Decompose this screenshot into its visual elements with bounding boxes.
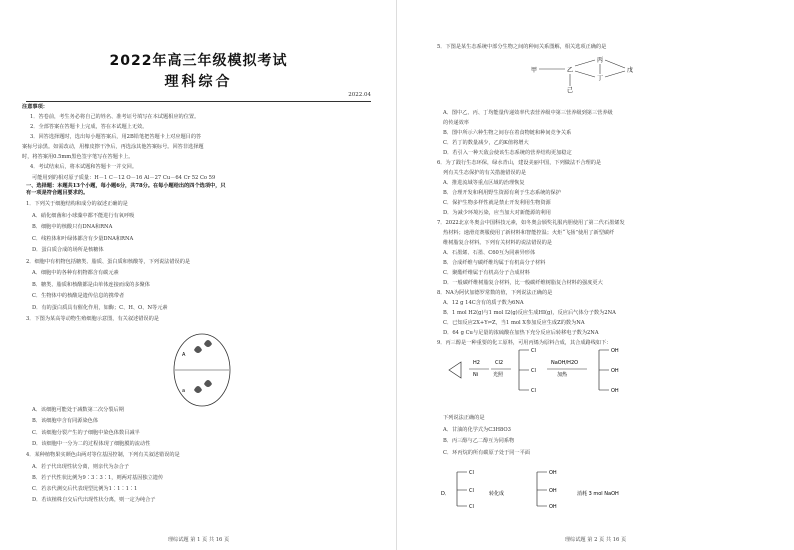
answer-option: C．线粒体和叶绿体都含有少量DNA和RNA xyxy=(32,235,134,242)
chromosome xyxy=(204,340,212,347)
exam-title: 2022年高三年级模拟考试 xyxy=(109,53,288,69)
label-a-top: A xyxy=(182,352,186,358)
answer-option: C．已知反应2X+Y⇌Z，当1 mol X参加反应生成Z的数为NA xyxy=(443,320,585,326)
arrow xyxy=(605,60,625,68)
answer-option: 下列说法正确的是 xyxy=(443,415,485,421)
answer-option: A．石墨烯、石墨、C60互为同素异形体 xyxy=(443,250,536,256)
question-stem: 6．为了践行生态环保，绿水青山，建设美丽中国，下列做法不合理的是 xyxy=(437,160,602,166)
group-oh-3: OH xyxy=(611,388,619,394)
answer-option: D．有的蛋白质具有催化作用，如酶；C、H、O、N等元素 xyxy=(32,304,168,311)
question-stem: 2．细胞中有机物包括糖类、脂质、蛋白质和核酸等，下列说法错误的是 xyxy=(26,258,191,265)
answer-option: B．1 mol H2(g)与1 mol I2(g)反应生成HI(g)，反应后气体分子数为2NA xyxy=(443,310,616,316)
question-stem: 8．NA为阿伏加德罗常数的值，下列说法正确的是 xyxy=(437,290,553,296)
food-web-diagram xyxy=(527,54,647,98)
notes-item: 3．回答选择题时，选出每小题答案后，用2B铅笔把答题卡上对应题目的答 xyxy=(30,134,202,140)
q5-stem: 5．下图是某生态系统中部分生物之间的种间关系图解，相关选项正确的是 xyxy=(437,44,607,50)
answer-option: A．图中乙、丙、丁均能量传递效率代表营养级中第三营养级到第三营养级 xyxy=(443,110,613,116)
question-stem: 3．下图为某高等动物生殖细胞示意图，有关叙述错误的是 xyxy=(26,316,159,322)
answer-option: A．硝化细菌和小球藻中都不能进行有氧呼吸 xyxy=(32,212,135,219)
atomic-masses: 可能用到的相对原子质量：H－1 C－12 O－16 Al－27 Cu－64 Cr 52 Co 59 xyxy=(32,175,216,181)
d-cl-1: Cl xyxy=(469,470,474,476)
answer-option: A．该细胞可能处于减数第二次分裂后期 xyxy=(32,407,124,413)
reagent-cl2: Cl2 xyxy=(495,360,504,366)
chromosome xyxy=(194,386,202,393)
answer-option: B．细胞中的核酸只有DNA和RNA xyxy=(32,224,113,230)
option-d-scheme xyxy=(437,460,737,515)
group-cl-2: Cl xyxy=(531,368,536,374)
answer-option: B．糖类、脂质和核酸都是由单体连接而成的多聚体 xyxy=(32,281,150,288)
node-yi: 乙 xyxy=(567,67,574,74)
d-oh-3: OH xyxy=(549,504,557,510)
d-cl-3: Cl xyxy=(469,504,474,510)
group-oh-1: OH xyxy=(611,348,619,354)
d-cl-2: Cl xyxy=(469,488,474,494)
answer-option: C．若丁的数量减少，乙的K值将增大 xyxy=(443,140,529,146)
answer-option: D．蛋白质合成的场所是核糖体 xyxy=(32,247,104,253)
reaction-scheme xyxy=(439,340,739,400)
node-ding: 丁 xyxy=(597,75,604,82)
answer-option: A．甘油的化学式为C3H8O3 xyxy=(443,426,511,433)
exam-subject: 理科综合 xyxy=(164,74,233,90)
answer-option: C．生物体中的核酸是遗传信息的携带者 xyxy=(32,293,125,299)
answer-option: A．12 g 14C含有的质子数为6NA xyxy=(443,300,524,306)
answer-option: A．细胞中的各种有机物都含有碳元素 xyxy=(32,270,119,276)
condition-light: 光照 xyxy=(493,372,504,378)
answer-option: 的传递效率 xyxy=(443,120,469,126)
answer-option: A．若子代出现性状分离，则亲代为杂合子 xyxy=(32,463,130,470)
cyclopropane xyxy=(449,362,461,378)
right-page xyxy=(397,0,794,550)
answer-option: B．丙三醇与乙二醇互为同系物 xyxy=(443,438,515,444)
answer-option: D．64 g Cu与足量的浓硫酸在加热下充分反应后转移电子数为2NA xyxy=(443,330,599,336)
answer-option: D．若该植株自交后代出现性状分离，则一定为纯合子 xyxy=(32,497,156,504)
answer-option: A．推进流域等重点区域的治理恢复 xyxy=(443,180,525,186)
answer-option: C．环丙烷的所有碳原子处于同一平面 xyxy=(443,449,530,456)
question-stem: 9．丙三醇是一种重要的化工原料，可用丙烯为原料合成，其合成路线如下： xyxy=(437,340,612,346)
question-stem: 4．某种植物果实颜色由两对等位基因控制，下列有关叙述错误的是 xyxy=(26,452,180,459)
header-rule xyxy=(26,101,371,102)
footer-right: 理综试题 第 2 页 共 16 页 xyxy=(564,537,627,543)
cell-diagram xyxy=(172,330,232,410)
section-heading-2: 有一项是符合题目要求的。 xyxy=(26,190,89,196)
notes-item: 1．答卷前，考生务必将自己的姓名、准考证号填写在本试题相应的位置。 xyxy=(30,114,200,120)
group-cl-3: Cl xyxy=(531,388,536,394)
answer-option: B．该细胞中含有同源染色体 xyxy=(32,418,99,425)
node-jia: 甲 xyxy=(531,67,538,74)
answer-option: C．保护生物多样性就是禁止开发利用生物资源 xyxy=(443,200,551,206)
exam-date: 2022.04 xyxy=(348,92,371,98)
answer-option: 维树脂复合材料。下列有关材料的说法错误的是 xyxy=(443,240,552,246)
option-d-convert: 转化成 xyxy=(489,491,505,497)
option-d-label: D． xyxy=(441,491,450,497)
answer-option: B．合理开发和利用野生资源有利于生态系统的保护 xyxy=(443,190,561,196)
reagent-h2: H2 xyxy=(473,360,480,366)
arrow xyxy=(605,71,625,77)
answer-option: 列有关生态保护的有关措施错误的是 xyxy=(443,170,527,176)
answer-option: C．该细胞分裂产生的子细胞中染色体数目减半 xyxy=(32,429,140,436)
chromosome xyxy=(204,380,212,387)
question-stem: 1．下列关于细胞结构和成分的叙述正确的是 xyxy=(26,201,128,207)
d-oh-2: OH xyxy=(549,488,557,494)
answer-option: C．若亲代测交后代表现型比例为1∶1∶1∶1 xyxy=(32,486,138,493)
answer-option: C．聚酯纤维属于有机高分子合成材料 xyxy=(443,270,530,276)
notes-item: 时，将答案用0.5mm黑色签字笔写在答题卡上。 xyxy=(22,154,134,160)
section-heading: 一、选择题：本题共13个小题，每小题6分，共78分。在每小题给出的四个选项中，只 xyxy=(26,183,226,189)
node-ji: 己 xyxy=(567,87,574,94)
node-wu: 戊 xyxy=(627,67,634,74)
answer-option: B．图中所示六种生物之间存在着食物链和种间竞争关系 xyxy=(443,130,572,136)
notes-item: 2．全部答案在答题卡上完成，答在本试题上无效。 xyxy=(30,124,148,130)
arrow xyxy=(575,60,595,66)
notes-item: 4．考试结束后，将本试题和答题卡一并交回。 xyxy=(30,164,138,170)
answer-option: D．一般碳纤维树脂复合材料，比一般碳纤维树脂复合材料的强度更大 xyxy=(443,280,603,286)
node-bing: 丙 xyxy=(597,57,604,64)
notes-item: 案标号涂黑。如需改动，用橡皮擦干净后，再选涂其他答案标号。回答非选择题 xyxy=(22,144,204,150)
answer-option: D．该细胞中一分为二的过程体现了细胞膜的流动性 xyxy=(32,440,151,447)
reagent-naoh: NaOH/H2O xyxy=(551,360,579,366)
condition-heat: 加热 xyxy=(557,372,568,378)
option-d-naoh: 消耗 3 mol NaOH xyxy=(577,491,619,497)
chromosome xyxy=(194,346,202,353)
answer-option: B．合成纤维与碳纤维均属于有机高分子材料 xyxy=(443,260,546,266)
group-oh-2: OH xyxy=(611,368,619,374)
group-cl-1: Cl xyxy=(531,348,536,354)
question-stem: 7．2022北京冬奥会中国科技元素，如冬奥会颁奖礼服内胆使用了第二代石墨烯发 xyxy=(437,220,625,226)
catalyst-ni: Ni xyxy=(473,372,479,378)
d-oh-1: OH xyxy=(549,470,557,476)
label-a-bottom: a xyxy=(182,388,186,394)
answer-option: 热材料；速滑竞赛服使用了新材料和智能控温；火炬“飞扬”使用了新型碳纤 xyxy=(443,230,615,236)
answer-option: B．若子代性状比例为9∶3∶3∶1，则两对基因独立遗传 xyxy=(32,474,164,481)
footer-left: 理综试题 第 1 页 共 16 页 xyxy=(167,537,230,543)
arrow xyxy=(575,71,595,77)
answer-option: D．为减少环境污染，应当加大对新能源的利用 xyxy=(443,210,551,216)
notes-heading: 注意事项： xyxy=(22,104,48,110)
answer-option: D．若引入一种天敌会使该生态系统的营养结构更加稳定 xyxy=(443,150,572,156)
